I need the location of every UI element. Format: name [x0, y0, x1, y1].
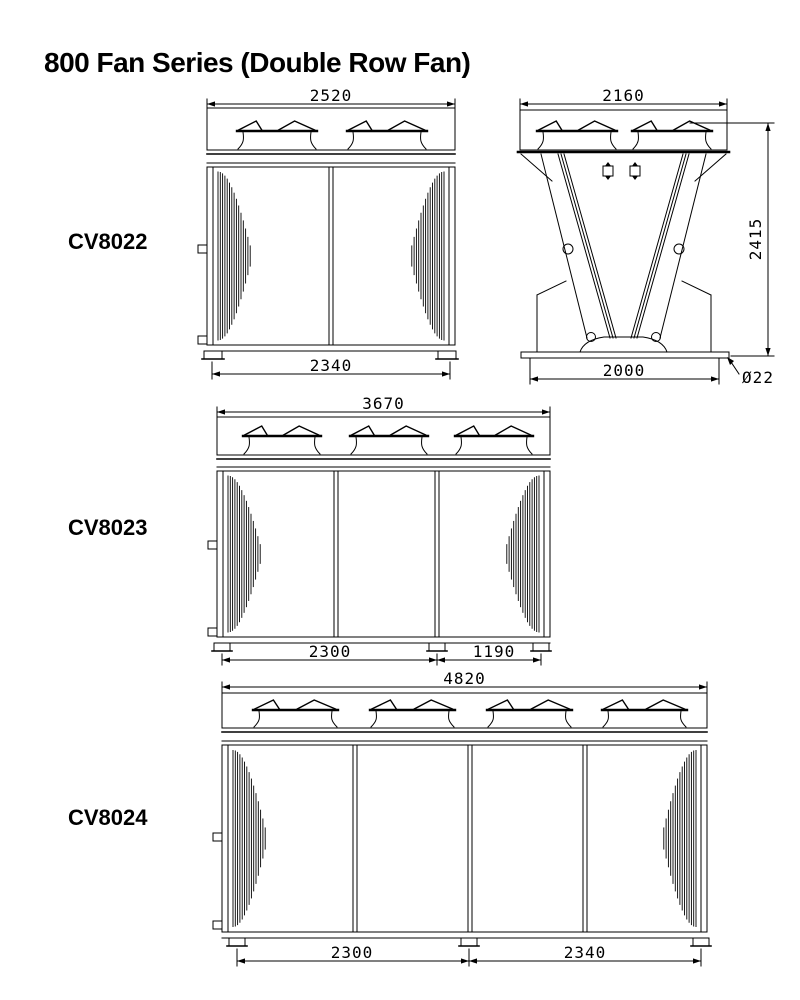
cv8022-side-view-dim-top: 2160	[602, 86, 645, 105]
cv8024-front-view-dim-bottom-1: 2340	[563, 943, 607, 962]
cv8023-front-view	[208, 394, 551, 665]
cv8022-side-view-dim-bottom: 2000	[602, 361, 646, 380]
model-label-cv8024: CV8024	[68, 805, 148, 830]
cv8023-front-view-dim-top: 3670	[362, 394, 405, 413]
model-label-cv8022: CV8022	[68, 229, 148, 254]
cv8022-side-view-dim-hole-diameter: Ø22	[742, 368, 774, 387]
cv8024-front-view-dim-top: 4820	[443, 669, 486, 688]
cv8023-front-view-dim-bottom-0: 2300	[308, 642, 352, 661]
cv8024-front-view-dim-bottom-0: 2300	[330, 943, 374, 962]
cv8024-front-view	[213, 669, 711, 966]
page-title: 800 Fan Series (Double Row Fan)	[44, 47, 471, 78]
cv8022-front-view-dim-top: 2520	[309, 86, 353, 105]
cv8023-front-view-dim-bottom-1: 1190	[472, 642, 516, 661]
cv8022-front-view	[198, 86, 458, 379]
cv8022-side-view	[518, 86, 774, 387]
cv8022-front-view-dim-bottom-0: 2340	[309, 356, 353, 375]
cv8022-side-view-dim-height: 2415	[746, 217, 765, 261]
model-label-cv8023: CV8023	[68, 515, 148, 540]
